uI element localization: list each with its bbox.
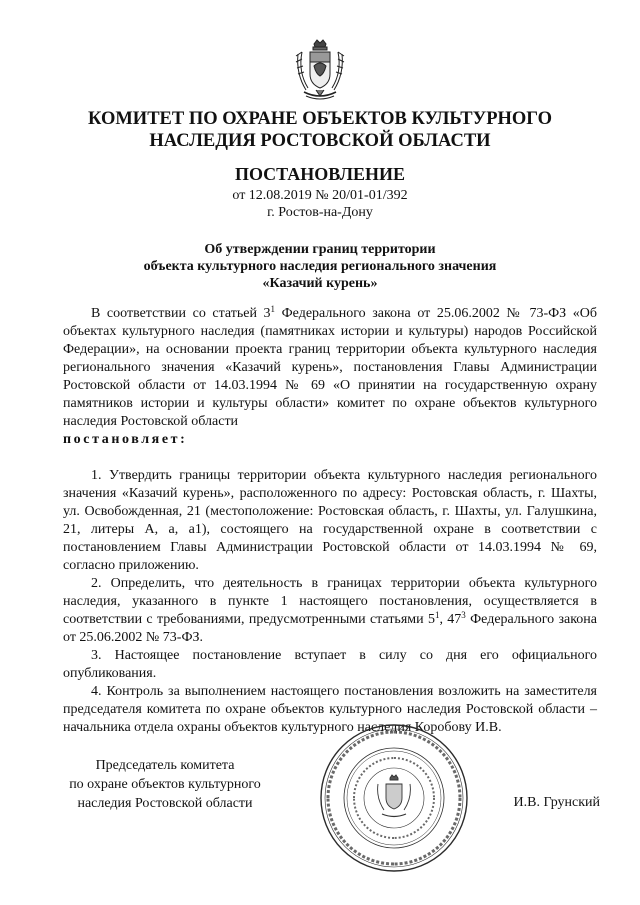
item-2-text-2: , 47 — [439, 612, 462, 627]
subject-line1: Об утверждении границ территории — [204, 242, 436, 257]
city: г. Ростов-на-Дону — [267, 205, 373, 220]
paragraph-spacer — [63, 449, 597, 467]
signatory-line2: по охране объектов культурного — [69, 777, 261, 792]
signatory-line1: Председатель комитета — [95, 758, 235, 773]
preamble-paragraph — [63, 305, 597, 431]
preamble-text-1: В соответствии со статьей 3 — [91, 306, 271, 321]
item-2 — [63, 575, 597, 647]
resolve-word: постановляет: — [63, 432, 188, 447]
preamble-text-2: Федерального закона от 25.06.2002 № 73-ФЗ «Об объектах культурного наследия (памятниках истории и культуры) народов Российской Федерации», на основании проекта границ территории объекта культурного наследия регионального значения «Казачий курень», постановления Главы Администрации Ростовской области от 14.03.1994 № 69 «О принятии на государственную охрану памятников истории и культуры области» комитет по охране объектов культурного наследия Ростовской области — [63, 306, 597, 429]
signatory-name: И.В. Грунский — [513, 795, 600, 810]
coat-of-arms-emblem — [292, 38, 348, 104]
date-number: от 12.08.2019 № 20/01-01/392 — [232, 188, 408, 203]
item-2-text-3: Федерального закона от 25.06.2002 № 73-ФЗ. — [63, 612, 598, 645]
item-2-sup-2: 3 — [461, 610, 466, 620]
signatory-line3: наследия Ростовской области — [77, 796, 253, 811]
subject-line3: «Казачий курень» — [262, 276, 378, 291]
preamble-sup-1: 1 — [270, 304, 276, 314]
official-seal — [318, 722, 470, 874]
item-2-text-1: 2. Определить, что деятельность в границах территории объекта культурного наследия, указанного в пункте 1 настоящего постановления, осуществляется в соответствии с требованиями, предусмотренными статьями 5 — [63, 576, 597, 627]
committee-name-line1: КОМИТЕТ ПО ОХРАНЕ ОБЪЕКТОВ КУЛЬТУРНОГО — [88, 109, 552, 129]
decree-body — [63, 305, 597, 737]
item-1: 1. Утвердить границы территории объекта культурного наследия регионального значения «Казачий курень», расположенного по адресу: Ростовская область, г. Шахты, ул. Освобожденная, 21 (местоположение: Ростовская область, г. Шахты, ул. Галушкина, 21, литеры А, а, а1), состоящего на государственной охране в соответствии с постановлением Главы Администрации Ростовской области от 14.03.1994 № 69, согласно приложению. — [63, 468, 597, 573]
item-2-sup-1: 1 — [434, 610, 440, 620]
committee-name-line2: НАСЛЕДИЯ РОСТОВСКОЙ ОБЛАСТИ — [149, 131, 491, 151]
subject-line2: объекта культурного наследия регионального значения — [143, 259, 497, 274]
committee-name — [40, 108, 600, 152]
item-4: 4. Контроль за выполнением настоящего постановления возложить на заместителя председателя комитета по охране объектов культурного наследия Ростовской области – начальника отдела охраны объектов культурного наследия Коробову И.В. — [63, 684, 597, 735]
decree-subject — [40, 241, 600, 292]
resolve-paragraph — [63, 431, 597, 449]
doc-type-title: ПОСТАНОВЛЕНИЕ — [234, 164, 406, 184]
item-3: 3. Настоящее постановление вступает в силу со дня его официального опубликования. — [63, 648, 597, 681]
signatory-title — [40, 756, 290, 813]
